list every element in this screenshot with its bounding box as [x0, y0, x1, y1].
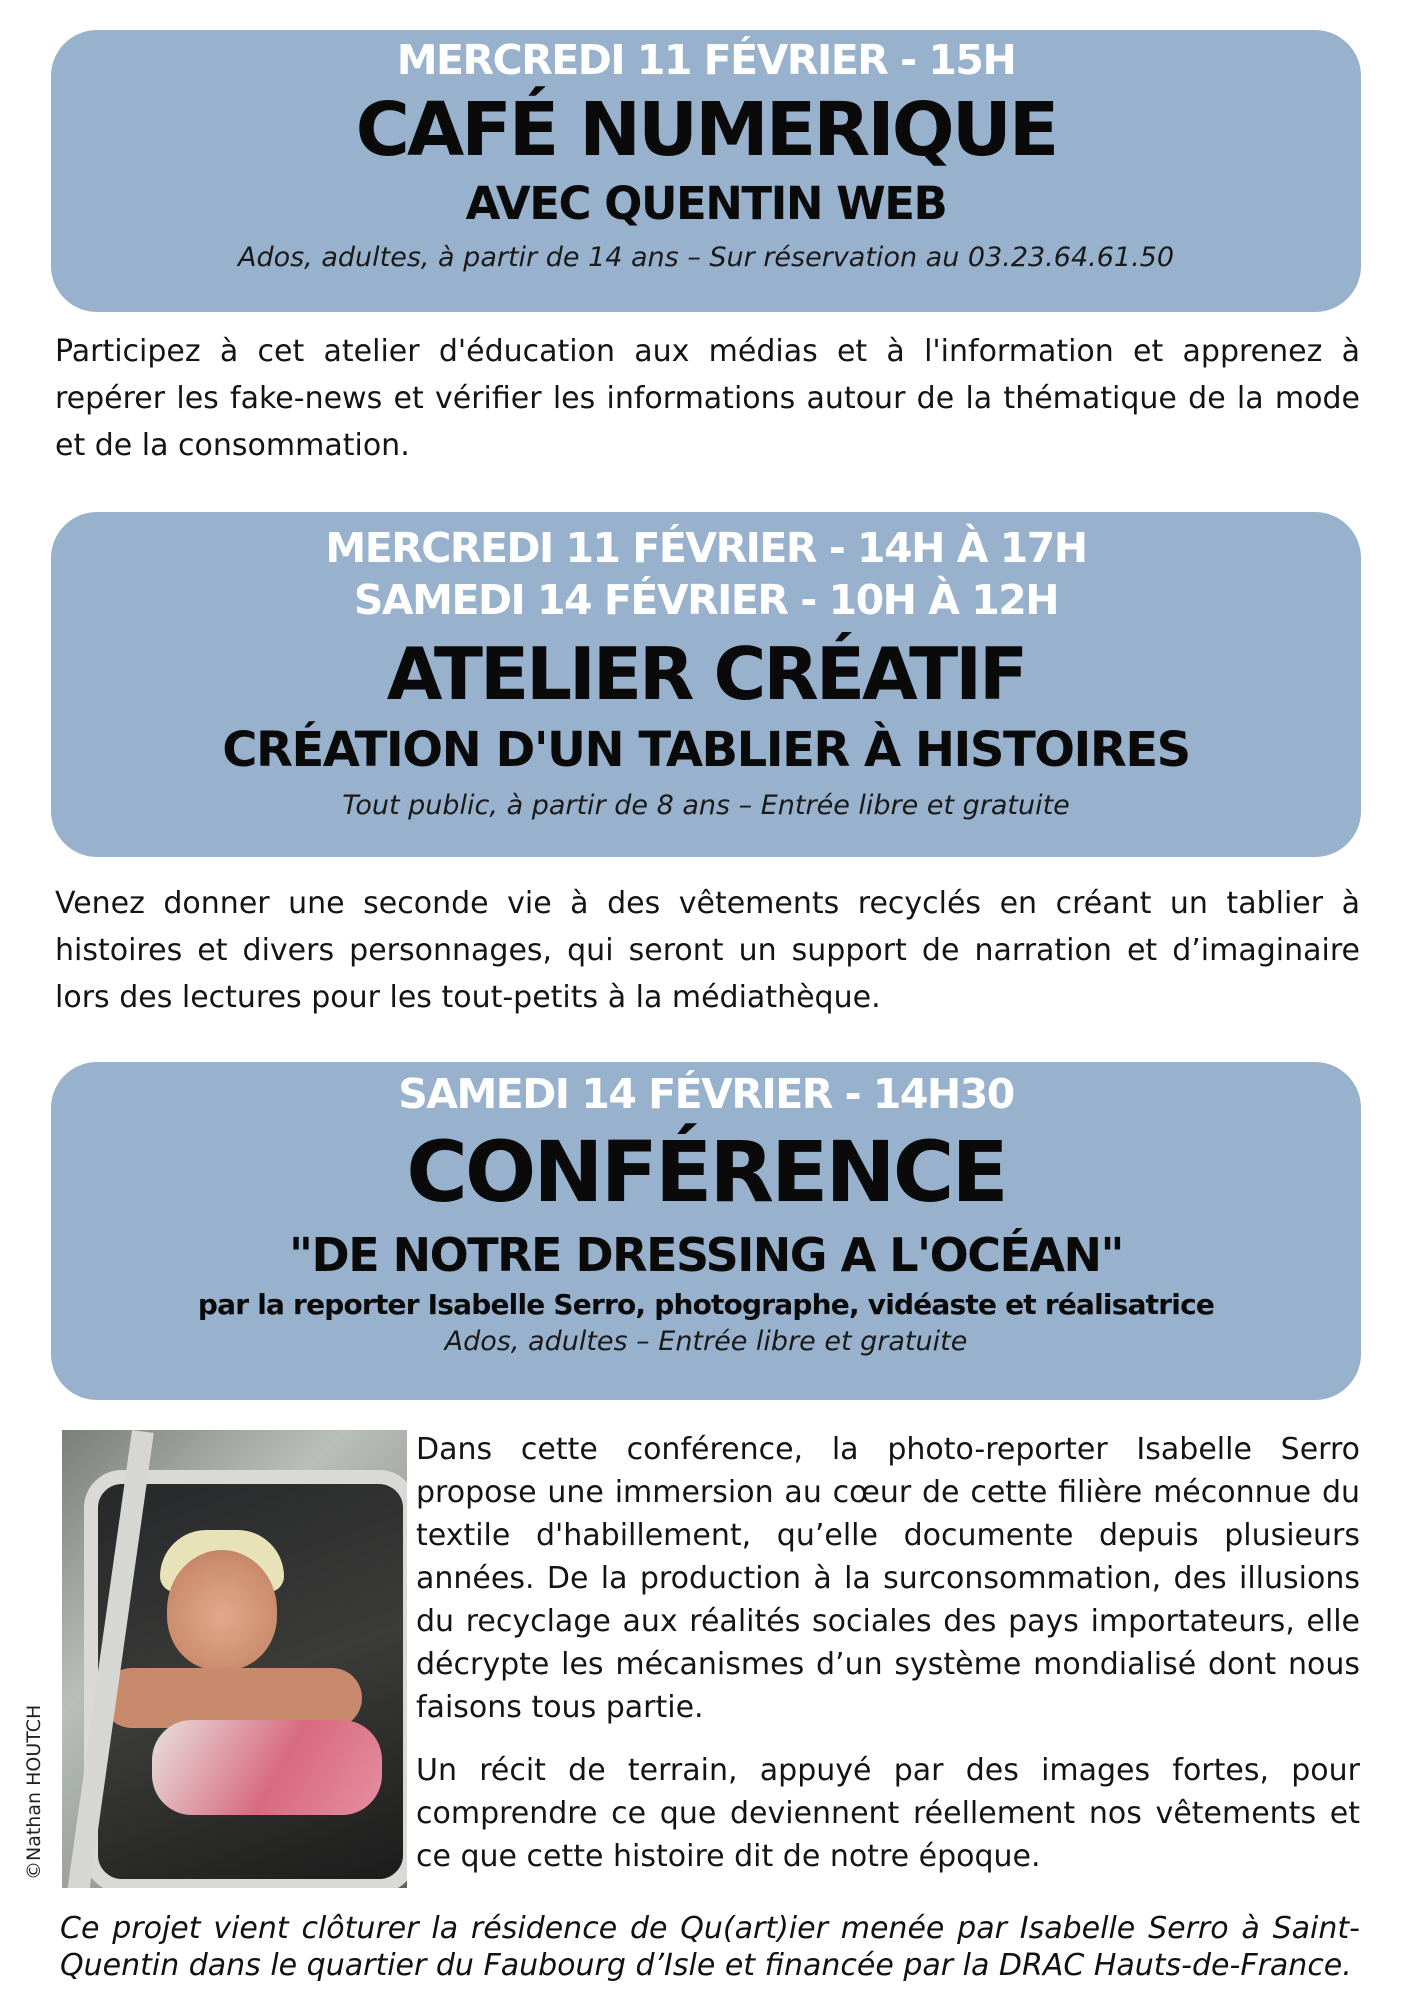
- event2-description: Venez donner une seconde vie à des vêtements recyclés en créant un tablier à histoires et divers personnages, qui seront un support de narration et d’imaginaire lors des lectures pour les tout-petits à la médiathèque.: [55, 886, 1360, 1015]
- event2-subtitle: CRÉATION D'UN TABLIER À HISTOIRES: [222, 722, 1190, 778]
- event2-audience: Tout public, à partir de 8 ans – Entrée libre et gratuite: [342, 790, 1070, 821]
- event3-description-1: Dans cette conférence, la photo-reporter Isabelle Serro propose une immersion au cœur de cette filière méconnue du textile d'habillement, qu’elle documente depuis plusieurs années. De la production à la surconsommation, des illusions du recyclage aux réalités sociales des pays importateurs, elle décrypte les mécanismes d’un système mondialisé dont nous faisons tous partie.: [416, 1432, 1360, 1725]
- event1-description: Participez à cet atelier d'éducation aux médias et à l'information et apprenez à repérer les fake-news et vérifier les informations autour de la thématique de la mode et de la consommation.: [55, 334, 1360, 463]
- event2-title: ATELIER CRÉATIF: [386, 632, 1026, 716]
- photo-face: [167, 1550, 277, 1670]
- event1-subtitle: AVEC QUENTIN WEB: [465, 177, 947, 230]
- event3-audience: Ados, adultes – Entrée libre et gratuite: [444, 1326, 968, 1357]
- photo-pillow: [152, 1720, 382, 1815]
- event1-title: CAFÉ NUMERIQUE: [355, 87, 1057, 173]
- event2-banner: [51, 512, 1361, 857]
- event3-subtitle: "DE NOTRE DRESSING A L'OCÉAN": [289, 1228, 1123, 1282]
- event1-banner: [51, 30, 1361, 312]
- photo-credit: ©Nathan HOUTCH: [23, 1704, 45, 1880]
- event2-date1: MERCREDI 11 FÉVRIER - 14H À 17H: [325, 524, 1087, 572]
- event1-date: MERCREDI 11 FÉVRIER - 15H: [396, 36, 1016, 84]
- photo-arms: [102, 1668, 362, 1728]
- event3-byline: par la reporter Isabelle Serro, photographe, vidéaste et réalisatrice: [197, 1288, 1215, 1321]
- event2-date2: SAMEDI 14 FÉVRIER - 10H À 12H: [353, 576, 1059, 624]
- event3-date: SAMEDI 14 FÉVRIER - 14H30: [398, 1070, 1014, 1118]
- event3-banner: [51, 1062, 1361, 1400]
- event1-audience: Ados, adultes, à partir de 14 ans – Sur réservation au 03.23.64.61.50: [237, 242, 1175, 273]
- event3-description-2: Un récit de terrain, appuyé par des images fortes, pour comprendre ce que deviennent réellement nos vêtements et ce que cette histoire dit de notre époque.: [416, 1753, 1360, 1874]
- footer-note: Ce projet vient clôturer la résidence de Qu(art)ier menée par Isabelle Serro à Saint-Quentin dans le quartier du Faubourg d’Isle et financée par la DRAC Hauts-de-France.: [60, 1911, 1360, 1983]
- event3-title: CONFÉRENCE: [406, 1123, 1006, 1221]
- conference-photo: [62, 1430, 407, 1888]
